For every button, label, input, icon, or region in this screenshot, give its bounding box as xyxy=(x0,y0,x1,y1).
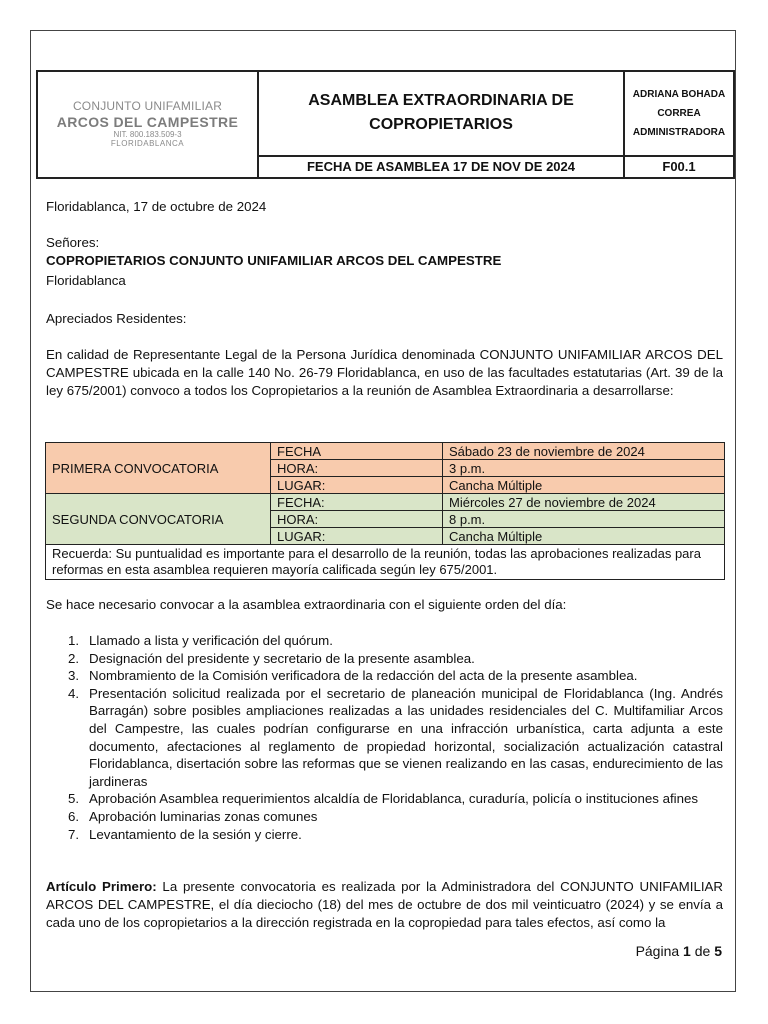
page-separator: de xyxy=(690,943,715,959)
agenda-text: Presentación solicitud realizada por el secretario de planeación municipal de Floridablanca (Ing. Andrés Barragán) sobre posibles ampliaciones realizadas a las unidades residenciales del C. Multifamiliar Arcos del Campestre, las cuales podrían configurarse en una infracción urbanística, carta adjunta a este documento, afectaciones al reglamento de propiedad horizontal, socialización actualización catastral Floridablanca, disertación sobre las reformas que se vienen realizando en las casas, endurecimiento de las jardineras xyxy=(89,685,723,789)
second-time-label: HORA: xyxy=(271,511,443,528)
agenda-text: Aprobación Asamblea requerimientos alcaldía de Floridablanca, curaduría, policía o instituciones afines xyxy=(89,791,699,807)
document-title xyxy=(258,71,624,156)
first-call-name: PRIMERA CONVOCATORIA xyxy=(46,443,271,494)
page-total: 5 xyxy=(714,943,722,959)
place-date: Floridablanca, 17 de octubre de 2024 xyxy=(46,199,267,214)
salutation: Señores: xyxy=(46,235,100,250)
logo-cell xyxy=(37,71,258,178)
admin-name2: CORREA xyxy=(657,107,701,119)
admin-role: ADMINISTRADORA xyxy=(632,126,726,138)
agenda-number: 4. xyxy=(68,685,80,701)
page-label: Página xyxy=(635,943,684,959)
list-item xyxy=(46,685,723,791)
administrator-cell xyxy=(624,71,734,156)
second-date-label: FECHA: xyxy=(271,494,443,511)
list-item xyxy=(46,667,723,685)
second-place-value: Cancha Múltiple xyxy=(443,528,725,545)
admin-name1: ADRIANA BOHADA xyxy=(632,88,726,100)
reminder-note: Recuerda: Su puntualidad es importante para el desarrollo de la reunión, todas las aprobaciones realizadas para reformas en esta asamblea requieren mayoría calificada según ley 675/2001. xyxy=(46,545,725,580)
assembly-date: FECHA DE ASAMBLEA 17 DE NOV DE 2024 xyxy=(258,156,624,178)
agenda-number: 7. xyxy=(68,826,80,842)
recipient-city: Floridablanca xyxy=(46,273,126,288)
first-date-value: Sábado 23 de noviembre de 2024 xyxy=(443,443,725,460)
document-header xyxy=(36,70,735,179)
agenda-text: Levantamiento de la sesión y cierre. xyxy=(89,826,302,842)
second-date-value: Miércoles 27 de noviembre de 2024 xyxy=(443,494,725,511)
agenda-number: 1. xyxy=(68,633,80,648)
agenda-text: Aprobación luminarias zonas comunes xyxy=(89,808,318,824)
list-item xyxy=(46,650,723,668)
list-item xyxy=(46,808,723,826)
first-time-value: 3 p.m. xyxy=(443,460,725,477)
second-time-value: 8 p.m. xyxy=(443,511,725,528)
agenda-text: Designación del presidente y secretario de la presente asamblea. xyxy=(89,650,475,666)
form-code: F00.1 xyxy=(624,156,734,178)
table-row xyxy=(46,443,725,460)
greeting: Apreciados Residentes: xyxy=(46,311,187,326)
agenda-intro: Se hace necesario convocar a la asamblea extraordinaria con el siguiente orden del día: xyxy=(46,597,567,612)
convocatoria-table xyxy=(45,442,725,580)
logo-nit: NIT. 800.183.509-3 xyxy=(113,130,182,140)
article-first xyxy=(46,878,723,932)
page-current: 1 xyxy=(683,943,691,959)
article-label: Artículo Primero: xyxy=(46,879,157,894)
list-item xyxy=(46,790,723,808)
first-place-label: LUGAR: xyxy=(271,477,443,494)
first-place-value: Cancha Múltiple xyxy=(443,477,725,494)
table-row xyxy=(46,545,725,580)
agenda-number: 3. xyxy=(68,668,80,684)
second-call-name: SEGUNDA CONVOCATORIA xyxy=(46,494,271,545)
list-item xyxy=(46,632,723,650)
logo-line1: CONJUNTO UNIFAMILIAR xyxy=(72,99,223,114)
agenda-list xyxy=(46,632,723,843)
list-item xyxy=(46,826,723,844)
second-place-label: LUGAR: xyxy=(271,528,443,545)
logo-line2: ARCOS DEL CAMPESTRE xyxy=(56,114,239,131)
agenda-number: 6. xyxy=(68,808,80,824)
recipient: COPROPIETARIOS CONJUNTO UNIFAMILIAR ARCOS DEL CAMPESTRE xyxy=(46,253,502,268)
article-text: La presente convocatoria es realizada por la Administradora del CONJUNTO UNIFAMILIAR ARCOS DEL CAMPESTRE, el día dieciocho (18) del mes de octubre de dos mil veinticuatro (2024) y se envía a cada uno de los copropietarios a la dirección registrada en la copropiedad para tales efectos, así como la xyxy=(46,879,724,930)
agenda-text: Llamado a lista y verificación del quórum. xyxy=(89,633,333,648)
agenda-text: Nombramiento de la Comisión verificadora de la redacción del acta de la presente asamblea. xyxy=(89,668,638,684)
logo-city: FLORIDABLANCA xyxy=(110,139,185,149)
agenda-number: 5. xyxy=(68,791,80,807)
first-date-label: FECHA xyxy=(271,443,443,460)
title-line2: COPROPIETARIOS xyxy=(369,116,513,134)
agenda-number: 2. xyxy=(68,650,80,666)
intro-paragraph: En calidad de Representante Legal de la Persona Jurídica denominada CONJUNTO UNIFAMILIAR ARCOS DEL CAMPESTRE ubicada en la calle 140 No. 26-79 Floridablanca, en uso de las facultades estatutarias (Art. 39 de la ley 675/2001) convoco a todos los Copropietarios a la reunión de Asamblea Extraordinaria a desarrollarse: xyxy=(46,347,723,398)
first-time-label: HORA: xyxy=(271,460,443,477)
page-number xyxy=(636,943,722,959)
title-line1: ASAMBLEA EXTRAORDINARIA DE xyxy=(308,92,574,110)
table-row xyxy=(46,494,725,511)
